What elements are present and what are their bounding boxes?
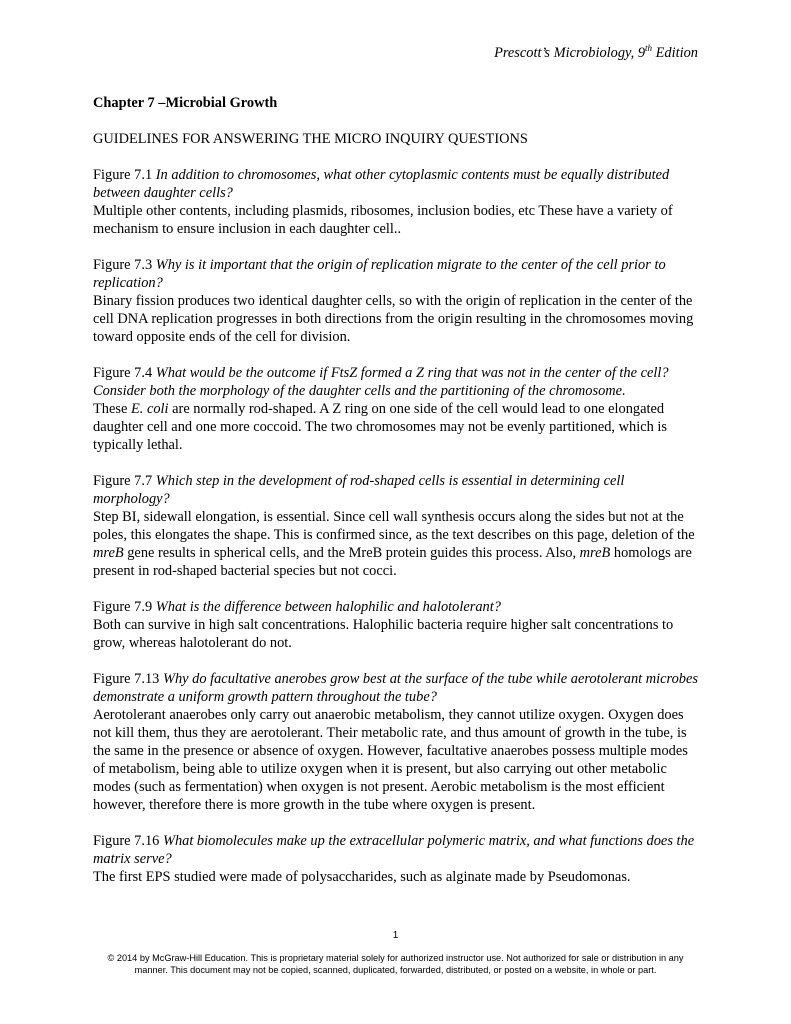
edition-superscript: th	[645, 43, 653, 54]
answer-text: Both can survive in high salt concentrations. Halophilic bacteria require higher salt concentrations to grow, whereas halotolerant do not.	[93, 617, 674, 651]
document-body	[93, 94, 703, 904]
question-line	[93, 364, 703, 400]
question-line	[93, 256, 703, 292]
copyright-notice: © 2014 by McGraw-Hill Education. This is proprietary material solely for authorized instructor use. Not authorized for sale or distribution in any manner. This document may not be copied, scanned, duplicated, forwarded, distributed, or posted on a website, in whole or part.	[107, 953, 684, 975]
question-text: What would be the outcome if FtsZ formed a Z ring that was not in the center of the cell? Consider both the morphology of the daughter cells and the partitioning of the chromosome.	[93, 365, 669, 399]
page-number: 1	[392, 930, 399, 941]
answer-text: Binary fission produces two identical daughter cells, so with the origin of replication in the center of the cell DNA replication progresses in both directions from the origin resulting in the chromosomes moving toward opposite ends of the cell for division.	[93, 293, 694, 345]
species-name: E. coli	[130, 401, 169, 417]
figure-ref: Figure 7.4	[93, 365, 156, 381]
question-line	[93, 472, 703, 508]
chapter-title: Chapter 7 –Microbial Growth	[93, 95, 278, 111]
qa-figure-7-4	[93, 364, 703, 454]
answer-text	[93, 508, 703, 580]
qa-figure-7-9	[93, 598, 703, 652]
question-line	[93, 832, 703, 868]
answer-text: The first EPS studied were made of polysaccharides, such as alginate made by Pseudomonas.	[93, 869, 631, 885]
book-title: Prescott’s Microbiology, 9	[494, 45, 646, 61]
gene-name: mreB	[579, 545, 611, 561]
question-text: Which step in the development of rod-shaped cells is essential in determining cell morphology?	[93, 473, 625, 507]
answer-part: are normally rod-shaped. A Z ring on one side of the cell would lead to one elongated daughter cell and one more coccoid. The two chromosomes may not be evenly partitioned, which is typically lethal.	[93, 401, 667, 453]
answer-text: Aerotolerant anaerobes only carry out anaerobic metabolism, they cannot utilize oxygen. Oxygen does not kill them, thus they are aerotolerant. Their metabolic rate, and thus amount of growth in the tube, is the same in the presence or absence of oxygen. However, facultative anaerobes possess multiple modes of metabolism, being able to utilize oxygen when it is present, but also carrying out other metabolic modes (such as fermentation) when oxygen is not present. Aerobic metabolism is the most efficient however, therefore there is more growth in the tube where oxygen is present.	[93, 707, 688, 813]
running-header	[494, 45, 698, 62]
answer-text: Multiple other contents, including plasmids, ribosomes, inclusion bodies, etc These have a variety of mechanism to ensure inclusion in each daughter cell..	[93, 203, 673, 237]
qa-figure-7-1	[93, 166, 703, 238]
figure-ref: Figure 7.9	[93, 599, 156, 615]
answer-part: gene results in spherical cells, and the MreB protein guides this process. Also,	[123, 545, 580, 561]
answer-part: homologs are present in rod-shaped bacterial species but not cocci.	[93, 545, 692, 579]
figure-ref: Figure 7.16	[93, 833, 163, 849]
qa-figure-7-16	[93, 832, 703, 886]
answer-part: Step BI, sidewall elongation, is essential. Since cell wall synthesis occurs along the sides but not at the poles, this elongates the shape. This is confirmed since, as the text describes on this page, deletion of the	[93, 509, 695, 543]
question-text: What is the difference between halophilic and halotolerant?	[155, 599, 501, 615]
figure-ref: Figure 7.13	[93, 671, 163, 687]
question-text: Why do facultative anerobes grow best at the surface of the tube while aerotolerant microbes demonstrate a uniform growth pattern throughout the tube?	[93, 671, 698, 705]
figure-ref: Figure 7.3	[93, 257, 156, 273]
qa-figure-7-13	[93, 670, 703, 814]
qa-figure-7-7	[93, 472, 703, 580]
gene-name: mreB	[93, 545, 124, 561]
qa-figure-7-3	[93, 256, 703, 346]
figure-ref: Figure 7.1	[93, 167, 156, 183]
figure-ref: Figure 7.7	[93, 473, 156, 489]
answer-text	[93, 400, 703, 454]
question-text: Why is it important that the origin of replication migrate to the center of the cell prior to replication?	[93, 257, 666, 291]
question-text: What biomolecules make up the extracellular polymeric matrix, and what functions does the matrix serve?	[93, 833, 695, 867]
question-text: In addition to chromosomes, what other cytoplasmic contents must be equally distributed between daughter cells?	[93, 167, 670, 201]
answer-part: These	[93, 401, 131, 417]
question-line	[93, 670, 703, 706]
edition-suffix: Edition	[652, 45, 698, 61]
question-line	[93, 166, 703, 202]
section-heading: GUIDELINES FOR ANSWERING THE MICRO INQUIRY QUESTIONS	[93, 131, 528, 147]
question-line	[93, 598, 703, 616]
